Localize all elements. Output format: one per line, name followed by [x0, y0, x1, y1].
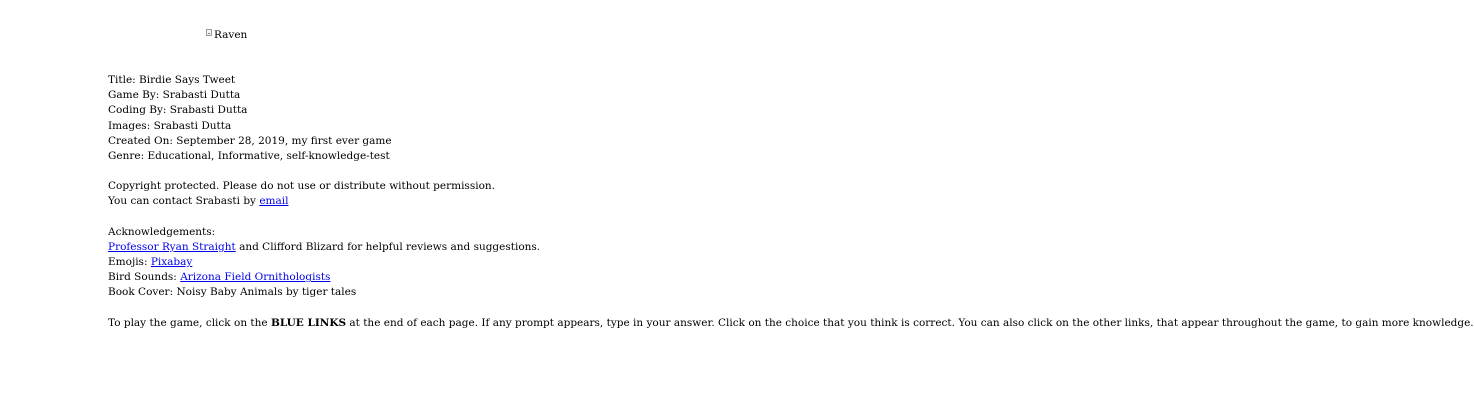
instructions-text	[108, 316, 1474, 331]
coding-author: Coding By: Srabasti Dutta	[108, 104, 248, 117]
contact-prefix: You can contact Srabasti by	[108, 195, 260, 208]
broken-image-icon	[206, 29, 212, 36]
book-cover-line: Book Cover: Noisy Baby Animals by tiger tales	[108, 286, 357, 299]
raven-image-alt: Raven	[214, 29, 248, 41]
professor-ryan-straight-link[interactable]: Professor Ryan Straight	[108, 240, 236, 253]
acknowledgements-heading: Acknowledgements:	[108, 225, 216, 238]
email-link[interactable]: email	[259, 195, 289, 208]
acknowledgements-section	[108, 225, 541, 301]
reviewers-line	[108, 240, 541, 255]
credits-content	[108, 73, 1474, 346]
game-credits	[108, 73, 438, 164]
reviewers-text: and Clifford Blizard for helpful reviews and suggestions.	[235, 240, 541, 253]
copyright-notice: Copyright protected. Please do not use or distribute without permission.	[108, 180, 495, 193]
created-on: Created On: September 28, 2019, my first ever game	[108, 134, 392, 147]
contact-line	[108, 194, 438, 209]
game-title: Title: Birdie Says Tweet	[108, 74, 236, 86]
instructions-section	[108, 316, 1474, 331]
game-author: Game By: Srabasti Dutta	[108, 89, 241, 102]
bird-sounds-line	[108, 270, 438, 285]
images-author: Images: Srabasti Dutta	[108, 119, 232, 132]
blue-links-emphasis: BLUE LINKS	[270, 316, 347, 329]
instructions-prefix: To play the game, click on the	[108, 316, 271, 329]
arizona-field-ornithologists-link[interactable]: Arizona Field Ornithologists	[180, 271, 331, 284]
genre: Genre: Educational, Informative, self-knowledge-test	[108, 150, 390, 163]
emojis-line	[108, 255, 438, 270]
emojis-prefix: Emojis:	[108, 256, 151, 269]
pixabay-link[interactable]: Pixabay	[150, 256, 193, 269]
raven-image	[206, 28, 247, 42]
instructions-suffix: at the end of each page. If any prompt appears, type in your answer. Click on the choice that you think is correct. You can also click on the other links, that appear throughout the game, to gain more knowledge.	[346, 316, 1474, 329]
bird-sounds-prefix: Bird Sounds:	[108, 271, 181, 284]
copyright-section	[108, 179, 495, 209]
